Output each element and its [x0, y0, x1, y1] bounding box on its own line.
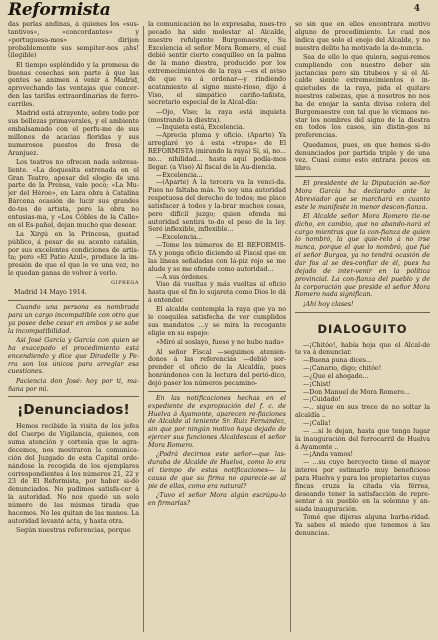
- dialogue-line: —¡Cuidado!: [303, 396, 341, 404]
- article-paragraph: das perlas andinas, á quienes los «sus-tantivos», «concordantes» y «portuguesa-mos» dirijen probablemente sus sempiter-nos ¡ahs! (ilegible): [8, 21, 139, 60]
- column-3: [295, 21, 430, 634]
- dialogue-line: —¡Calla!: [303, 419, 331, 427]
- dialogue-line: —¡Anda vamos!: [303, 451, 354, 459]
- article-signature: GIPREGA: [111, 279, 139, 286]
- dialogue-line: —Aprecia pluma y oficio. (Aparte) Ya arreglaré yo á esta «tropa» de El REFORMISTA (mirando la raya) Si, si, no... no... nihilidad... hasta aquí podía-mos llegar. (a Viso) Al fiscal de la Au-diencia.: [148, 132, 286, 171]
- dialogue-line: —¡Chitóo!, había hoja que el Alcal-de te va á denunciar.: [295, 341, 430, 357]
- article-paragraph: Quedamos, pues, en que hemos si-do denunciados por partida triple y de una vez. Cuasi como esto entrara pocos en libro.: [295, 141, 430, 173]
- article-paragraph: La Xirgú en la Princesa, gustad público, á pesar de su acento catalán, por sus excelentes condiciones de artis-ta; pero «El Patio Azul», produce la im-presión de que el que le ve una vez, no le quedan ganas de volver á verlo.: [8, 230, 139, 278]
- article-paragraph: Los teatros no ofrecen nada sobresa-liente. «La doquesita estrenada en el Gran Teatro, apesar del elogio de una parte de la Prensa, vale poco; «La Mu-jer del Héroe», en Lara obra á Catalina Bárcena ocasión de lucir sus grandes do-tes de artista, pero la obra no entusias-ma, y «Los Cóbles de la Calle» en el Es-pañol, dejan mucho que desear.: [8, 158, 139, 229]
- column-2: [148, 21, 286, 634]
- article-paragraph: Según nuestras referencias, porque: [16, 526, 131, 534]
- article-paragraph: Tomé que dijeras alguna barba-ridad. Ya sabes el miedo que tenemos á las denuncias.: [295, 514, 430, 537]
- section-heading-dialoguito: DIALOGUITO: [317, 321, 408, 336]
- italic-note: El Alcalde señor Mora Romero tie-ne dicho, en cambio, que no abando-nará el cargo mientras que la con-fianza de quien lo nombró, la que quie-relo á no irse nunca, porque el que lo nombró, que fué el señor Burgos, ya no tendrá ocasión de dar fos al se des-confiar de él, pues ha dejado de inter-venir en la política provincial. La con-fianza del pueblo y de la corporación que preside el señor Mora Romero nada significan.: [295, 212, 430, 299]
- article-date: Madrid 14 Mayo 1914.: [14, 289, 87, 297]
- dialogue-line: —¿Que el ahogado...: [303, 372, 369, 380]
- dialogue-line: —A sus órdenes.: [156, 273, 209, 281]
- dialogue-line: —Buena puna dices...: [303, 357, 372, 365]
- masthead-title: Reformista: [8, 0, 111, 20]
- section-heading-denunciados: ¡Denunciados!: [17, 402, 130, 419]
- article-paragraph: la comunicación no lo expresaba, nues-tro pecado ha sido molestar al Alcalde, nuestro refulgente Burgomaestre, Su Excelencia el señor Mora Romero, el cual debió sentir cierto cosquilleo en la palma de la mano diestra, producido por los extremecimientos de la raya —es el aviso de que va á ordenar—y rindiendo acatamiento al signo miste-rioso, dijo á Viso, el simpático cariño-tañista, secretario especial de la Alcal-día:: [148, 21, 286, 107]
- italic-note: El presidente de la Diputación se-ñor Mora García ha declarado ante la Abreviador que se marchará en cuanto este le manifeste in menor descon-fianza.: [295, 180, 430, 211]
- article-paragraph: so sin que en ellos encontrara motivo alguno de procedimiento. Lo cual nos indica que solo el enojo del Alcalde, y no nuestra delito ha motivado la de-nuncia.: [295, 21, 430, 52]
- dialogue-line: —Inquieta está, Excelencia.: [156, 124, 245, 132]
- article-paragraph: El tiempo espléndido y la promesa de buenas cosechas son parte á que las gentes se animen á venir á Madrid, aprovechando las ventajas que concer-den las tarifas extraordinarias de ferro-carriles.: [8, 61, 139, 108]
- dialogue-line: —.. sigue en sus trece de no soltar la alcaldía ..: [295, 404, 430, 420]
- article-paragraph: Hemos recibido la visita de los jefes del Cuerpo de Vigilancia, quienes, con suma atención y cortesía que le agra-decemos, nos mostraron la comunica-ción del Juzgado de esta Capital orde-nándose la recogida de los ejemplares correspondientes á los números 21, 22 y 23 de El Reformista, por haber si-do denunciados. No pudimos satisfa-cer á la autoridad. No nos quedó un solo número de las mismas tirada que hacemos. No les quitan de las manos. La autoridad levantó acta, y hasta otra.: [8, 423, 139, 525]
- divider: [8, 300, 139, 301]
- page-number: 4: [413, 4, 420, 14]
- article-paragraph: El alcalde contempla la raya que ya no le cosquilea satisfecha de ver cumplidos sus mandatos ...y se mira la recogante eligie en su espejo:: [148, 306, 286, 337]
- column-divider-left: [143, 26, 144, 632]
- italic-note: Paciencia don José: hoy por ti, ma-ñana por mi.: [8, 377, 139, 393]
- column-divider-right: [290, 26, 291, 632]
- dialogue-line: —¡Canario, digo; chitóo!: [303, 365, 382, 373]
- article-paragraph: Sea de ello lo que quiera, segui-remos cumpliendo con nuestro deber sin jactancias pero sin titubeos y si el Al-calde siente extremecimientos ó in-quietudes de la raya, pida el quitare nuestros cabezas, que á nosotros no nos ha de enojar la santa divisa colera del Burgomaestre con tal que le vicmaos ne-star los nombres del signo de la diestra en todos los casos, sin distin-gos ni preferencias.: [295, 53, 430, 140]
- divider: [8, 396, 139, 397]
- italic-note: Asi José García y García con quien se ha exacepado el procedimiento está encendiendo y dice que Diradelle y Pe-rra son los únicos para arreglar esa cuestiones.: [8, 337, 139, 376]
- dialogue-line: —Don Manuel de Mora Romero...: [303, 388, 410, 396]
- italic-note: Cuando una persona es nombrada para un cargo incompatible con otro que ya posee debe cesar en ambos y se sabe la incompatibilidad.: [8, 304, 139, 335]
- divider: [295, 312, 430, 313]
- article-paragraph: Al señor Fiscal —seguimos atenien-donos á las referencias —debió sor-prender el oficio de la Alcaldía, pues honrándonos con la lectura del perió-dico, dejó paser los números pecamino-: [148, 348, 286, 387]
- dialogue-line: —Tome los números de El REFORMIS-TA y ponga oficio diciendo al Fiscal que en las líneas señaladas con lá-piz rojo se me alude y se me ofende como autoridad...: [148, 242, 286, 273]
- divider: [148, 391, 286, 392]
- dialogue-line: —Excelencia...: [156, 234, 203, 242]
- divider: [295, 176, 430, 177]
- italic-note: ¡Ahí hoy clases!: [303, 300, 354, 308]
- dialogue-line: —(Aparte) A la tercera va la venci-da. Pues no faltaba más. Yo soy una autoridad respetuosa del derecho de todos; me place satisfacer á todos y la-brar muchos cosas, pero difícil juzgo; quien ofenda mi autoridad sentirá to-do el peso de la ley. Seré inflexible, inflexible...: [148, 179, 286, 234]
- dialogue-line: — ...si le dejan, hasta que tenga lugar la inauguración del ferrocarril de Huelva á Ayamonte ..: [295, 427, 430, 451]
- masthead: [8, 0, 111, 22]
- article-paragraph: Viso dá vueltas y más vueltas al oficio hasta que el fin lo sujareta como Dios le dá á entender.: [148, 281, 286, 305]
- dialogue-line: —¡Chist!: [303, 380, 332, 388]
- column-1: [8, 21, 139, 634]
- article-paragraph: «Miró al soslayo, fuese y no hubo nada»: [156, 339, 285, 347]
- dialogue-line: — ...su cuyo hercyecto tiene el mayor interes por estimarlo muy beneficioso para Huelva y para los propietarios cuyas fincas cruza la citada vía férrea, deseando tener la satisfacción de repre-sentar á su pueblo en la solemne y an-siada inauguración.: [295, 459, 430, 514]
- dialogue-line: —Ojo, Viso; la raya está inquieta (mostrando la diestra).: [148, 108, 286, 124]
- italic-note: En las notificaciones hechas en el expediente de expropiación del f. c. de Huelva á Ayamonte, aparecen re-fiaciones de Alcalde al teniente Sr. Ruiz Fernández, sin que por ningún motivo haya dejado de ejercer sus funciones Alcaldescas el señor Mora Romero.: [148, 394, 286, 449]
- italic-note: ¿Podrá decirnos este señor—que las-duraba de Alcalde de Huelva, como lo era el tiempo de estas notificaciones— la causa de que su firma no aparecie-se al pie de ellas, como era natural?: [148, 451, 286, 490]
- dialogue-line: —Excelencia...: [156, 171, 203, 179]
- italic-note: ¿Tuvo el señor Mora algún escrúpu-lo en firmarlas?: [148, 491, 286, 507]
- article-paragraph: Madrid está atrayente, sobre todo por sus bellezas primaverales, y el ambiente embalsamado con el perfu-me de sus millones de acacias floridas y sus numerosos puestos de fresa de Aranjuez.: [8, 110, 139, 157]
